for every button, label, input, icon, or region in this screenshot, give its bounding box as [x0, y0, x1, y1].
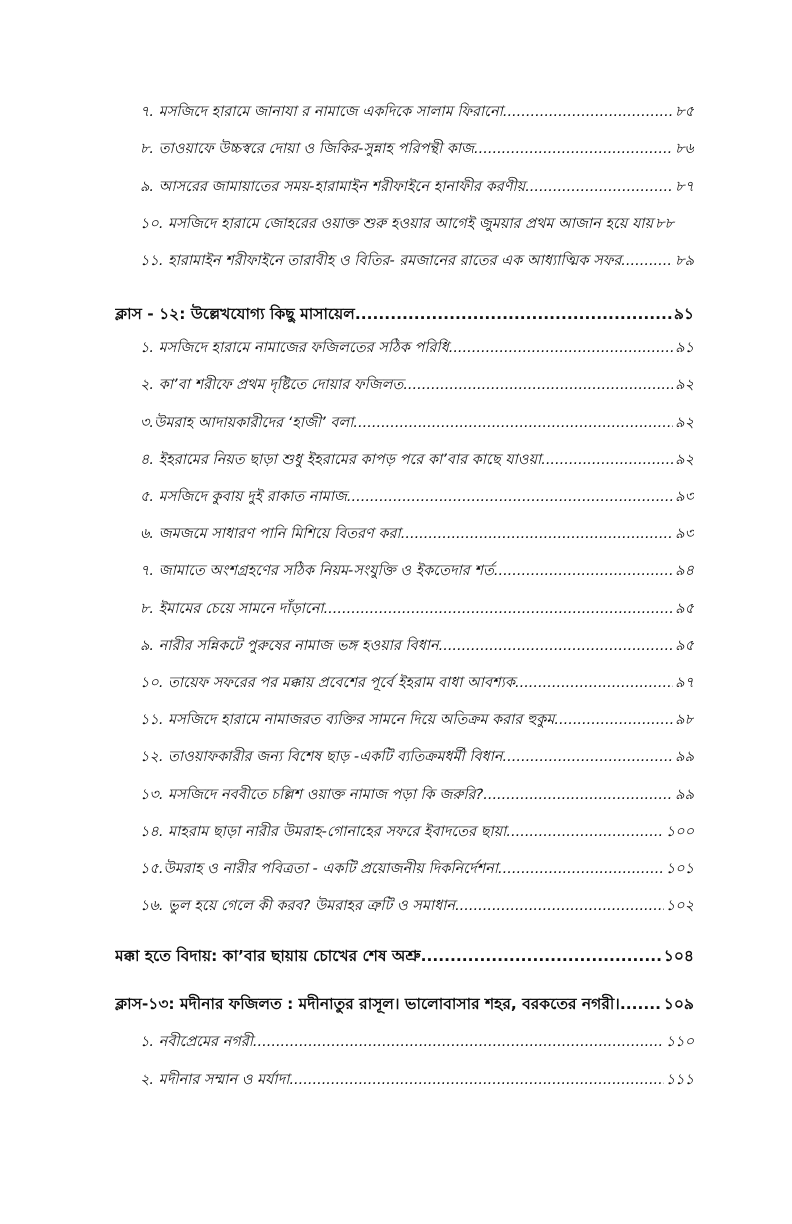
dot-leader: [355, 301, 672, 327]
toc-entry-title: ১০. তায়েফ সফরের পর মক্কায় প্রবেশের পূর্বে ইহরাম বাধা আবশ্যক: [140, 675, 515, 691]
toc-entry: [140, 447, 694, 473]
toc-entry: [140, 1067, 694, 1093]
toc-page-number: ১১০: [665, 1034, 694, 1050]
toc-page-number: ১০৪: [663, 947, 694, 965]
toc-entry-title: ১৪. মাহরাম ছাড়া নারীর উমরাহ-গোনাহের সফরে ইবাদতের ছায়া: [140, 824, 507, 840]
dot-leader: [347, 484, 673, 510]
toc-entry: [140, 558, 694, 584]
toc-entry-title: ২. কা’বা শরীফে প্রথম দৃষ্টিতে দোয়ার ফজিলত: [140, 377, 404, 393]
dot-leader: [401, 521, 673, 547]
toc-page-number: ৯১: [675, 340, 694, 356]
toc-entry: [140, 521, 694, 547]
toc-page-number: ১০৯: [663, 995, 694, 1013]
toc-page-number: ১০২: [665, 898, 694, 914]
dot-leader: [515, 670, 673, 696]
toc-entry-title: ১৫.উমরাহ ও নারীর পবিত্রতা - একটি প্রয়োজনীয় দিকনির্দেশনা: [140, 861, 499, 877]
toc-entry: [140, 248, 694, 274]
toc-entry-title: ৭. জামাতে অংশগ্রহণের সঠিক নিয়ম-সংযুক্তি ও ইকতেদার শর্ত: [140, 563, 494, 579]
toc-page-number: ৯২: [675, 377, 694, 393]
dot-leader: [289, 1067, 663, 1093]
toc-page-number: ৮৬: [675, 141, 694, 157]
toc-entry-title: ১১. মসজিদে হারামে নামাজরত ব্যক্তির সামনে দিয়ে অতিক্রম করার হুকুম: [140, 712, 555, 728]
toc-page-number: ৮৭: [675, 179, 694, 195]
toc-entry: [140, 1029, 694, 1055]
toc-entry-title: ১৩. মসজিদে নববীতে চল্লিশ ওয়াক্ত নামাজ পড়া কি জরুরি?: [140, 787, 484, 803]
toc-page-number: ৯৫: [675, 638, 694, 654]
dot-leader: [503, 744, 674, 770]
toc-entry-title: ১. নবীপ্রেমের নগরী: [140, 1034, 253, 1050]
toc-entry-title: ৮. ইমামের চেয়ে সামনে দাঁড়ানো: [140, 601, 324, 617]
dot-leader: [483, 782, 673, 808]
dot-leader: [494, 558, 673, 584]
toc-entry-title: ৫. মসজিদে কুবায় দুই রাকাত নামাজ: [140, 489, 347, 505]
toc-page-number: ৯৪: [675, 563, 694, 579]
toc-entry-title: ৩.উমরাহ আদায়কারীদের ‘হাজী’ বলা: [140, 415, 354, 431]
dot-leader: [353, 410, 673, 436]
toc-entry: [140, 174, 694, 200]
toc-entry: [140, 893, 694, 919]
dot-leader: [253, 1029, 664, 1055]
toc-entry-title: ৭. মসজিদে হারামে জানাযা র নামাজে একদিকে সালাম ফিরানো: [140, 104, 503, 120]
toc-page-number: ৯৫: [675, 601, 694, 617]
toc-entry: [140, 670, 694, 696]
toc-page-number: ৯৩: [675, 526, 694, 542]
toc-entry: [140, 856, 694, 882]
dot-leader: [525, 174, 673, 200]
toc-page-number: ৯৯: [675, 749, 694, 765]
toc-entry: [140, 335, 694, 361]
toc-entry-title: ১২. তাওয়াফকারীর জন্য বিশেষ ছাড় -একটি ব্যতিক্রমধর্মী বিধান: [140, 749, 503, 765]
toc-entry: [140, 819, 694, 845]
toc-entry-title: ৯. আসরের জামায়াতের সময়-হারামাইন শরীফাইনে হানাফীর করণীয়: [140, 179, 526, 195]
toc-entry: [140, 744, 694, 770]
toc-entry: [140, 136, 694, 162]
dot-leader: [621, 248, 673, 274]
toc-page-number: ৮৫: [675, 104, 694, 120]
toc-entry-title: ৪. ইহরামের নিয়ত ছাড়া শুধু ইহরামের কাপড় পরে কা’বার কাছে যাওয়া: [140, 452, 542, 468]
toc-page-number: ৯৭: [675, 675, 694, 691]
dot-leader: [403, 372, 673, 398]
toc-page-number: ৯২: [675, 415, 694, 431]
toc-chapter-entry: [115, 943, 694, 969]
toc-entry-title: ১৬. ভুল হয়ে গেলে কী করব? উমরাহর ত্রুটি ও সমাধান: [140, 898, 456, 914]
toc-entry-title: মক্কা হতে বিদায়: কা’বার ছায়ায় চোখের শেষ অশ্রু: [115, 947, 421, 965]
dot-leader: [474, 136, 673, 162]
toc-entry-title: ১০. মসজিদে হারামে জোহরের ওয়াক্ত শুরু হওয়ার আগেই জুময়ার প্রথম আজান হয়ে যায়: [140, 216, 654, 232]
toc-entry: [140, 596, 694, 622]
dot-leader: [554, 707, 673, 733]
toc-page-number: ৯৯: [675, 787, 694, 803]
toc-entry-title: ৬. জমজমে সাধারণ পানি মিশিয়ে বিতরণ করা: [140, 526, 401, 542]
dot-leader: [506, 819, 663, 845]
toc-page-number: ৮৮: [655, 216, 674, 232]
toc-entry: [140, 633, 694, 659]
toc-entry: [140, 707, 694, 733]
toc-entry-title: ৮. তাওয়াফে উচ্চস্বরে দোয়া ও জিকির-সুন্নাহ পরিপন্থী কাজ: [140, 141, 475, 157]
toc-entry-title: ২. মদীনার সম্মান ও মর্যাদা: [140, 1072, 290, 1088]
toc-page-number: ৯১: [673, 305, 694, 323]
toc-page-number: ৯৩: [675, 489, 694, 505]
dot-leader: [421, 943, 662, 969]
toc-page-number: ৯২: [675, 452, 694, 468]
dot-leader: [449, 335, 673, 361]
toc-entry: [140, 372, 694, 398]
dot-leader: [498, 856, 664, 882]
dot-leader: [541, 447, 673, 473]
toc-entry: [140, 211, 694, 237]
dot-leader: [324, 596, 674, 622]
toc-page-number: ১০১: [665, 861, 694, 877]
toc-page-number: ৮৯: [675, 253, 694, 269]
toc-entry-title: ক্লাস - ১২: উল্লেখযোগ্য কিছু মাসায়েল: [115, 305, 355, 323]
dot-leader: [620, 991, 662, 1017]
toc-page-number: ১১১: [665, 1072, 694, 1088]
toc-chapter-entry: [115, 991, 694, 1017]
toc-entry-title: ক্লাস-১৩: মদীনার ফজিলত : মদীনাতুর রাসূল। ভালোবাসার শহর, বরকতের নগরী।: [115, 995, 620, 1013]
toc-chapter-entry: [115, 301, 694, 327]
toc-entry: [140, 99, 694, 125]
toc-entry-title: ১. মসজিদে হারামে নামাজের ফজিলতের সঠিক পরিধি: [140, 340, 449, 356]
toc-entry: [140, 410, 694, 436]
toc-entry: [140, 782, 694, 808]
toc-page-number: ১০০: [665, 824, 694, 840]
toc-entry-title: ৯. নারীর সন্নিকটে পুরুষের নামাজ ভঙ্গ হওয়ার বিধান: [140, 638, 439, 654]
dot-leader: [439, 633, 674, 659]
toc-entry-title: ১১. হারামাইন শরীফাইনে তারাবীহ ও বিতির- রমজানের রাতের এক আধ্যাত্মিক সফর: [140, 253, 622, 269]
dot-leader: [503, 99, 673, 125]
toc-entry: [140, 484, 694, 510]
toc-page-number: ৯৮: [675, 712, 694, 728]
dot-leader: [455, 893, 664, 919]
